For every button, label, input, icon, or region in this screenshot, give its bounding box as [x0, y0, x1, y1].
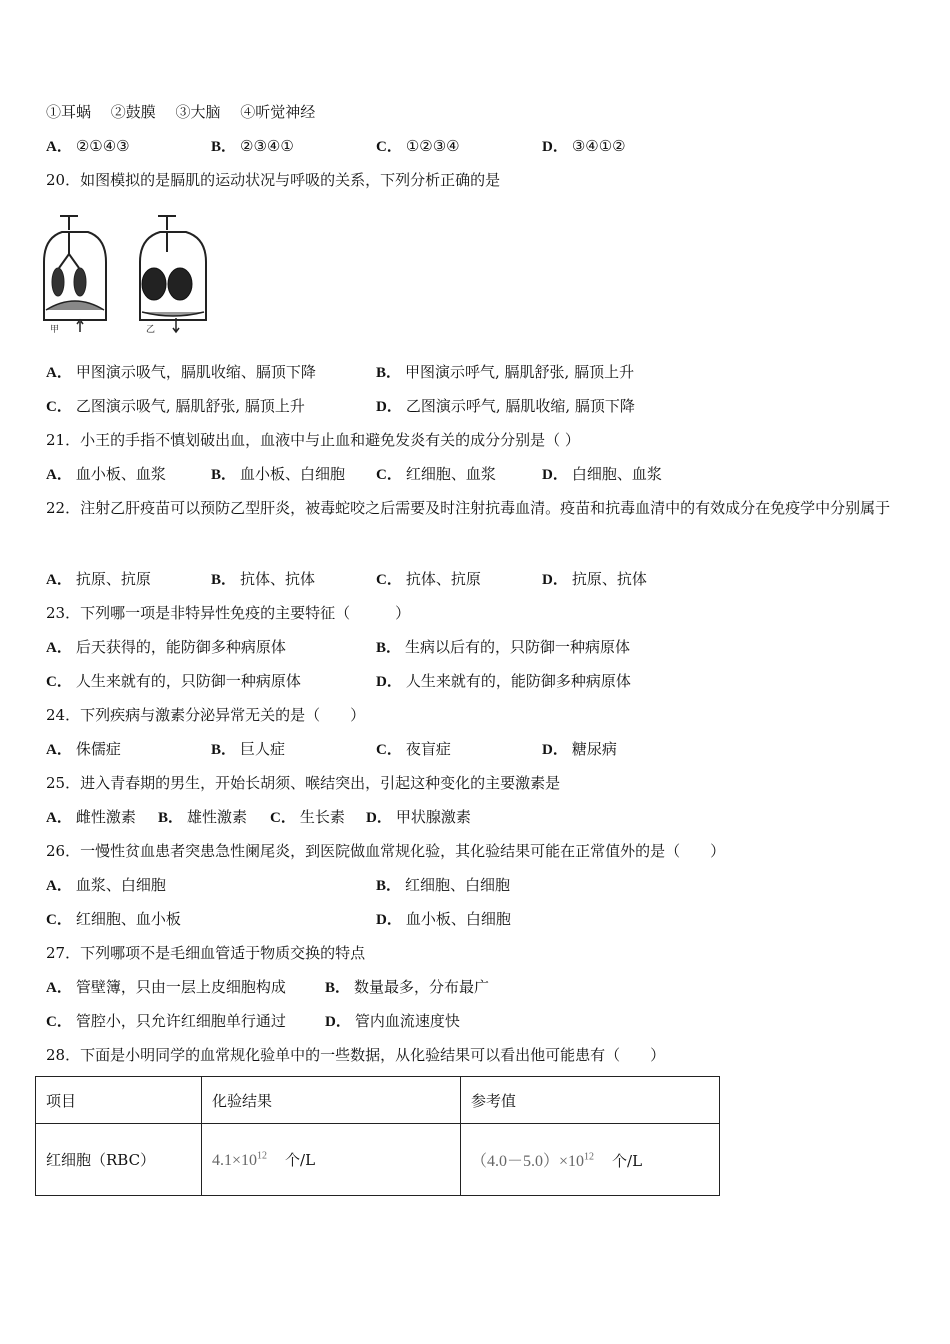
q19-option-a[interactable]: A． ②①④③ [46, 137, 130, 155]
q22-option-b[interactable]: B． 抗体、抗体 [211, 570, 316, 588]
q27-option-a[interactable]: A． 管壁簿，只由一层上皮细胞构成 [46, 978, 286, 996]
q24-option-c[interactable]: C． 夜盲症 [376, 740, 451, 758]
q22-option-a[interactable]: A． 抗原、抗原 [46, 570, 151, 588]
q26-option-b[interactable]: B． 红细胞、白细胞 [376, 876, 511, 894]
q24-option-d[interactable]: D． 糖尿病 [542, 740, 617, 758]
q21-option-b[interactable]: B． 血小板、白细胞 [211, 465, 346, 483]
q23-option-c[interactable]: C． 人生来就有的，只防御一种病原体 [46, 672, 301, 690]
table-header-row [36, 1077, 720, 1124]
q25-option-c[interactable]: C． 生长素 [270, 808, 345, 826]
q26-option-d[interactable]: D． 血小板、白细胞 [376, 910, 511, 928]
q23-stem: 23．下列哪一项是非特异性免疫的主要特征（ ） [46, 604, 411, 622]
q24-option-b[interactable]: B． 巨人症 [211, 740, 286, 758]
q22-option-c[interactable]: C． 抗体、抗原 [376, 570, 481, 588]
q26-option-c[interactable]: C． 红细胞、血小板 [46, 910, 181, 928]
q20-stem: 20．如图模拟的是膈肌的运动状况与呼吸的关系，下列分析正确的是 [46, 171, 501, 189]
q25-stem: 25．进入青春期的男生，开始长胡须、喉结突出，引起这种变化的主要激素是 [46, 774, 561, 792]
q27-option-c[interactable]: C． 管腔小，只允许红细胞单行通过 [46, 1012, 286, 1030]
q28-stem: 28．下面是小明同学的血常规化验单中的一些数据，从化验结果可以看出他可能患有（ ） [46, 1046, 666, 1064]
q20-option-b[interactable]: B． 甲图演示呼气, 膈肌舒张, 膈顶上升 [376, 363, 635, 381]
q23-option-b[interactable]: B． 生病以后有的，只防御一种病原体 [376, 638, 631, 656]
table-header-item: 项目 [36, 1077, 202, 1124]
q24-stem: 24．下列疾病与激素分泌异常无关的是（ ） [46, 706, 366, 724]
q20-option-c[interactable]: C． 乙图演示吸气, 膈肌舒张, 膈顶上升 [46, 397, 305, 415]
q22-option-d[interactable]: D． 抗原、抗体 [542, 570, 647, 588]
diaphragm-model-figure [40, 210, 230, 335]
q21-stem: 21．小王的手指不慎划破出血，血液中与止血和避免发炎有关的成分分别是（ ） [46, 431, 580, 449]
rbc-result-cell: $4.1\times 10^{12}$ 个/L [202, 1124, 461, 1196]
q19-option-c[interactable]: C． ①②③④ [376, 137, 460, 155]
q22-stem: 22．注射乙肝疫苗可以预防乙型肝炎，被毒蛇咬之后需要及时注射抗毒血清。疫苗和抗毒血清中的有效成分在免疫学中分别属于 [46, 499, 891, 517]
q19-items: ①耳蜗 ②鼓膜 ③大脑 ④听觉神经 [46, 103, 316, 121]
q27-stem: 27．下列哪项不是毛细血管适于物质交换的特点 [46, 944, 366, 962]
q23-option-d[interactable]: D． 人生来就有的，能防御多种病原体 [376, 672, 631, 690]
figure-label-jia: 甲 [50, 325, 60, 335]
q19-option-d[interactable]: D． ③④①② [542, 137, 626, 155]
q23-option-a[interactable]: A． 后天获得的，能防御多种病原体 [46, 638, 286, 656]
q25-option-b[interactable]: B． 雄性激素 [158, 808, 248, 826]
table-header-result: 化验结果 [202, 1077, 461, 1124]
q21-option-c[interactable]: C． 红细胞、血浆 [376, 465, 496, 483]
q20-option-a[interactable]: A． 甲图演示吸气，膈肌收缩、膈顶下降 [46, 363, 316, 381]
rbc-reference-cell: $(4.0-5.0)\times 10^{12}$ 个/L [461, 1124, 720, 1196]
q26-stem: 26．一慢性贫血患者突患急性阑尾炎，到医院做血常规化验，其化验结果可能在正常值外的是（ ） [46, 842, 726, 860]
q27-option-d[interactable]: D． 管内血流速度快 [325, 1012, 460, 1030]
q19-option-b[interactable]: B． ②③④① [211, 137, 294, 155]
q21-option-a[interactable]: A． 血小板、血浆 [46, 465, 166, 483]
figure-label-yi: 乙 [146, 325, 156, 335]
q25-option-d[interactable]: D． 甲状腺激素 [366, 808, 471, 826]
q20-option-d[interactable]: D． 乙图演示呼气, 膈肌收缩, 膈顶下降 [376, 397, 635, 415]
q25-option-a[interactable]: A． 雌性激素 [46, 808, 136, 826]
table-header-reference: 参考值 [461, 1077, 720, 1124]
q21-option-d[interactable]: D． 白细胞、血浆 [542, 465, 662, 483]
q26-option-a[interactable]: A． 血浆、白细胞 [46, 876, 166, 894]
blood-test-table [35, 1076, 720, 1196]
q27-option-b[interactable]: B． 数量最多，分布最广 [325, 978, 490, 996]
table-row [36, 1124, 720, 1196]
rbc-item-cell: 红细胞（RBC） [36, 1124, 202, 1196]
q24-option-a[interactable]: A． 侏儒症 [46, 740, 121, 758]
